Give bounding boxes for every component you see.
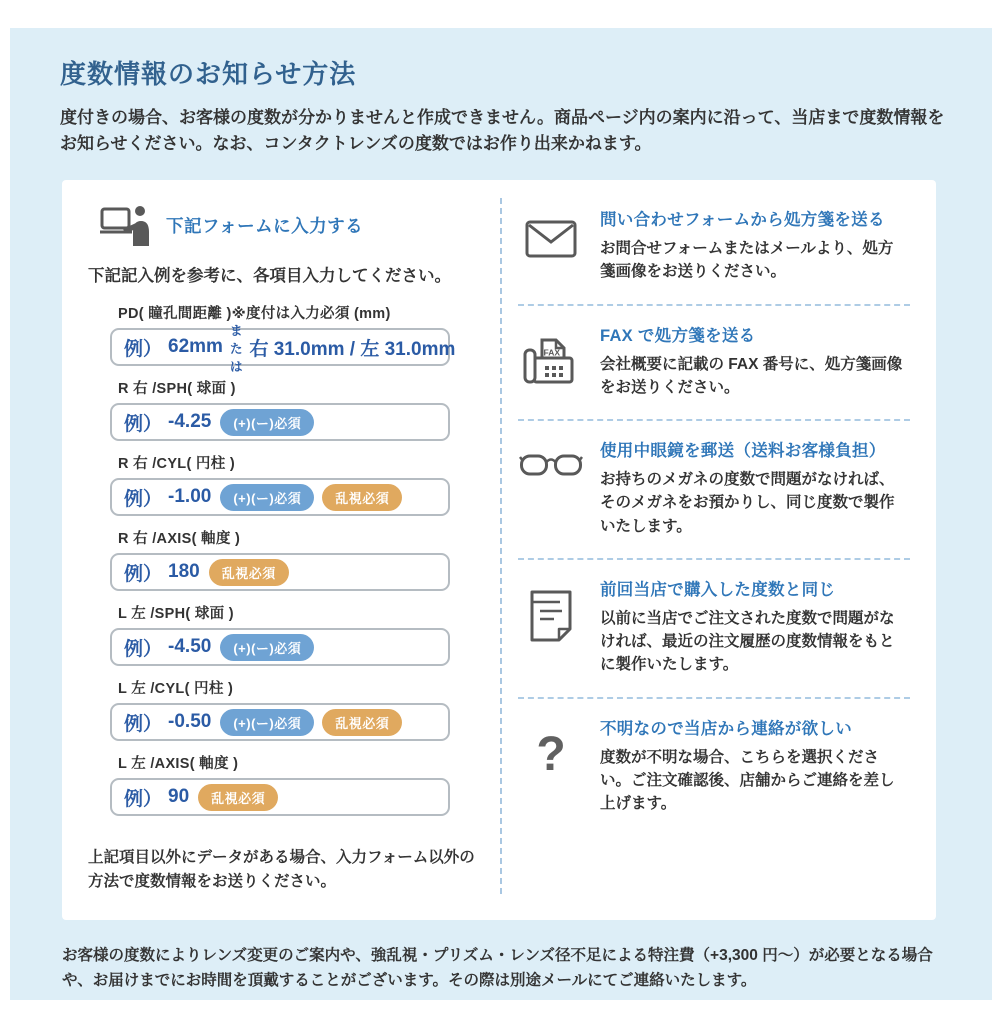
method-title: 問い合わせフォームから処方箋を送る bbox=[600, 211, 885, 229]
example-prefix: 例） bbox=[124, 413, 163, 435]
method-section bbox=[518, 699, 910, 836]
example-value: 90 bbox=[168, 786, 190, 807]
field-label: R 右 /AXIS( 軸度 ) bbox=[118, 531, 241, 547]
envelope-icon bbox=[518, 206, 584, 284]
example-prefix: 例） bbox=[124, 563, 163, 585]
method-text bbox=[600, 715, 910, 816]
plus-minus-required-badge: (+)(ー)必須 bbox=[220, 484, 314, 511]
field-label: R 右 /SPH( 球面 ) bbox=[118, 381, 236, 397]
field-label: L 左 /CYL( 円柱 ) bbox=[118, 681, 234, 697]
page-title: 度数情報のお知らせ方法 bbox=[60, 59, 357, 89]
field-group bbox=[110, 677, 472, 741]
info-panel bbox=[10, 28, 992, 1000]
method-description: 度数が不明な場合、こちらを選択ください。ご注文確認後、店舗からご連絡を差し上げます。 bbox=[600, 748, 895, 812]
badge-group bbox=[220, 484, 402, 511]
astigmatism-required-badge: 乱視必須 bbox=[209, 559, 289, 586]
method-title: FAX で処方箋を送る bbox=[600, 326, 756, 345]
astigmatism-required-badge: 乱視必須 bbox=[198, 784, 278, 811]
example-value: 62mm bbox=[168, 336, 223, 357]
astigmatism-required-badge: 乱視必須 bbox=[322, 484, 402, 511]
plus-minus-required-badge: (+)(ー)必須 bbox=[220, 409, 314, 436]
field-group bbox=[110, 602, 472, 666]
plus-minus-required-badge: (+)(ー)必須 bbox=[220, 634, 314, 661]
method-description: お持ちのメガネの度数で問題がなければ、そのメガネをお預かりし、同じ度数で製作いたします。 bbox=[600, 471, 895, 535]
content-card bbox=[62, 180, 936, 920]
field-label: L 左 /SPH( 球面 ) bbox=[118, 606, 234, 622]
field-example-box bbox=[110, 478, 450, 516]
field-group bbox=[110, 752, 472, 816]
method-title: 不明なので当店から連絡が欲しい bbox=[600, 719, 852, 738]
field-label: L 左 /AXIS( 軸度 ) bbox=[118, 756, 239, 772]
field-example-box bbox=[110, 778, 450, 816]
glasses-icon bbox=[518, 437, 584, 538]
badge-group bbox=[220, 709, 402, 736]
example-value: -4.50 bbox=[168, 636, 212, 657]
method-text bbox=[600, 206, 910, 284]
example-value: -4.25 bbox=[168, 411, 212, 432]
example-prefix: 例） bbox=[124, 638, 163, 660]
example-prefix: 例） bbox=[124, 338, 163, 360]
example-prefix: 例） bbox=[124, 488, 163, 510]
example-value: -0.50 bbox=[168, 711, 212, 732]
method-text bbox=[600, 437, 910, 538]
methods-column bbox=[502, 198, 936, 894]
person-at-computer-icon bbox=[100, 204, 152, 246]
example-prefix: 例） bbox=[124, 713, 163, 735]
method-section bbox=[518, 306, 910, 422]
field-example-box bbox=[110, 703, 450, 741]
example-value: 180 bbox=[168, 561, 200, 582]
field-example-box bbox=[110, 553, 450, 591]
intro-text: 度付きの場合、お客様の度数が分かりませんと作成できません。商品ページ内の案内に沿って、当店まで度数情報をお知らせください。なお、コンタクトレンズの度数ではお作り出来かねます。 bbox=[60, 108, 945, 153]
field-list bbox=[110, 302, 472, 816]
method-description: 会社概要に記載の FAX 番号に、処方箋画像をお送りください。 bbox=[600, 355, 903, 396]
field-group bbox=[110, 452, 472, 516]
method-text bbox=[600, 322, 910, 400]
bottom-note: お客様の度数によりレンズ変更のご案内や、強乱視・プリズム・レンズ径不足による特注費（+3,300 円～）が必要となる場合や、お届けまでにお時間を頂戴することがございます。その際は別途メールにてご連絡いたします。 bbox=[62, 947, 933, 989]
method-section bbox=[518, 421, 910, 560]
badge-group bbox=[209, 559, 289, 586]
form-column bbox=[62, 198, 502, 894]
method-section bbox=[518, 560, 910, 699]
field-example-box bbox=[110, 628, 450, 666]
field-example-box bbox=[110, 403, 450, 441]
field-label: PD( 瞳孔間距離 )※度付は入力必須 (mm) bbox=[118, 306, 391, 322]
method-description: お問合せフォームまたはメールより、処方箋画像をお送りください。 bbox=[600, 240, 894, 281]
badge-group bbox=[220, 409, 314, 436]
form-header bbox=[100, 204, 472, 246]
method-title: 前回当店で購入した度数と同じ bbox=[600, 580, 836, 599]
field-label: R 右 /CYL( 円柱 ) bbox=[118, 456, 235, 472]
method-section bbox=[518, 198, 910, 306]
badge-group bbox=[198, 784, 278, 811]
field-group bbox=[110, 377, 472, 441]
plus-minus-required-badge: (+)(ー)必須 bbox=[220, 709, 314, 736]
form-footer-note: 上記項目以外にデータがある場合、入力フォーム以外の方法で度数情報をお送りください。 bbox=[88, 849, 475, 891]
method-description: 以前に当店でご注文された度数で問題がなければ、最近の注文履歴の度数情報をもとに製作いたします。 bbox=[600, 609, 895, 674]
memo-icon bbox=[518, 576, 584, 677]
form-section-title: 下記フォームに入力する bbox=[166, 215, 364, 236]
question-icon: ? bbox=[536, 727, 566, 781]
example-value: -1.00 bbox=[168, 486, 212, 507]
astigmatism-required-badge: 乱視必須 bbox=[322, 709, 402, 736]
method-title: 使用中眼鏡を郵送（送料お客様負担） bbox=[600, 442, 886, 460]
form-subtitle: 下記記入例を参考に、各項目入力してください。 bbox=[88, 267, 451, 285]
example-prefix: 例） bbox=[124, 788, 163, 810]
fax-icon bbox=[518, 322, 584, 400]
field-group bbox=[110, 527, 472, 591]
badge-group bbox=[220, 634, 314, 661]
field-group bbox=[110, 302, 472, 374]
method-text bbox=[600, 576, 910, 677]
example-joiner: または bbox=[229, 324, 243, 374]
svg-text:FAX: FAX bbox=[543, 347, 561, 357]
example-value-2: 右 31.0mm / 左 31.0mm bbox=[249, 338, 456, 360]
field-example-box bbox=[110, 324, 456, 374]
